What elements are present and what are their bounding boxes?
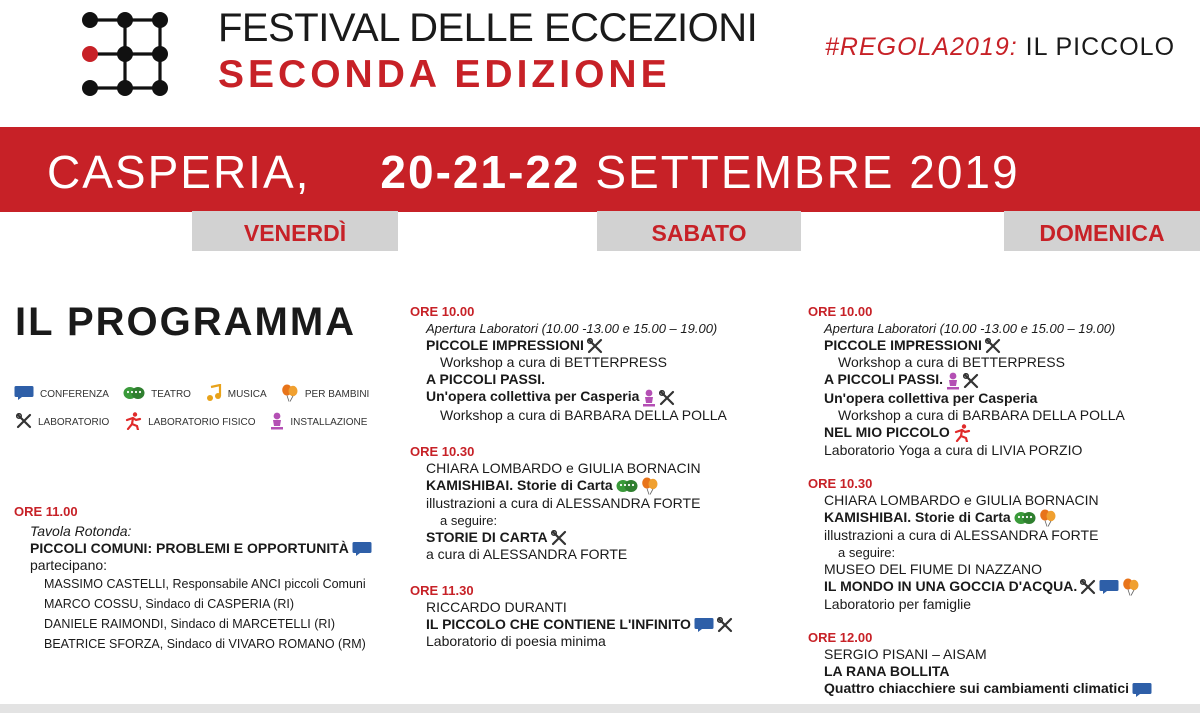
event-title: A PICCOLI PASSI.: [808, 371, 1152, 389]
day-header-friday: VENERDÌ: [192, 211, 398, 251]
balloons-icon: [641, 477, 659, 495]
event-title: PICCOLE IMPRESSIONI: [808, 337, 1152, 354]
speech-bubble-icon: [352, 541, 372, 557]
event-people: SERGIO PISANI – AISAM: [824, 646, 987, 663]
time-label: ORE 10.00: [808, 304, 873, 319]
tools-icon: [659, 390, 675, 406]
festival-logo: [80, 10, 170, 98]
event-title: PICCOLE IMPRESSIONI: [410, 337, 733, 354]
time-label: ORE 11.00: [14, 504, 78, 519]
event-title: A PICCOLI PASSI.: [426, 371, 546, 388]
balloons-icon: [281, 384, 299, 405]
event-description: Workshop a cura di BARBARA DELLA POLLA: [838, 406, 1125, 423]
tools-icon: [1080, 579, 1096, 595]
theatre-masks-icon: [616, 478, 638, 494]
event-description: Laboratorio di poesia minima: [426, 633, 606, 650]
time-label: ORE 10.30: [410, 443, 475, 459]
tools-icon: [16, 413, 32, 432]
month-year: SETTEMBRE 2019: [595, 146, 1020, 198]
dates: 20-21-22: [380, 146, 581, 198]
program-title: IL PROGRAMMA: [15, 300, 357, 344]
speech-bubble-icon: [1132, 682, 1152, 698]
time-label: ORE 10.30: [808, 475, 873, 491]
sunday-program: [808, 303, 1152, 698]
event-subtitle: Un'opera collettiva per Casperia: [410, 388, 733, 406]
event-description: illustrazioni a cura di ALESSANDRA FORTE: [824, 527, 1099, 544]
event-subtitle: Un'opera collettiva per Casperia: [824, 389, 1038, 406]
legend-label: INSTALLAZIONE: [290, 417, 368, 429]
friday-program: [14, 503, 372, 654]
day-header-sunday: DOMENICA: [1004, 211, 1200, 251]
legend-row-2: [16, 412, 367, 433]
tools-icon: [717, 617, 733, 633]
event-place: MUSEO DEL FIUME DI NAZZANO: [824, 561, 1043, 578]
tools-icon: [985, 338, 1001, 354]
legend-label: CONFERENZA: [40, 389, 109, 401]
event-subtitle: Quattro chiacchiere sui cambiamenti climatici: [808, 680, 1152, 697]
theatre-masks-icon: [123, 385, 145, 404]
hashtag-theme: IL PICCOLO: [1025, 33, 1176, 61]
saturday-program: [410, 303, 733, 650]
speech-bubble-icon: [1099, 579, 1119, 595]
event-description: Laboratorio Yoga a cura di LIVIA PORZIO: [824, 441, 1083, 458]
legend-label: LABORATORIO: [38, 417, 110, 429]
legend-label: PER BAMBINI: [304, 389, 370, 401]
opening-hours: Apertura Laboratori (10.00 -13.00 e 15.00 – 19.00): [824, 321, 1116, 336]
running-figure-icon: [124, 412, 142, 433]
speech-bubble-icon: [14, 385, 34, 404]
music-icon: [206, 384, 222, 405]
event-title: PICCOLI COMUNI: PROBLEMI E OPPORTUNITÀ: [14, 540, 372, 557]
installation-icon: [642, 389, 656, 407]
event-title: IL MONDO IN UNA GOCCIA D'ACQUA.: [808, 578, 1152, 596]
event-title: KAMISHIBAI. Storie di Carta: [410, 477, 733, 495]
opening-hours: Apertura Laboratori (10.00 -13.00 e 15.00 – 19.00): [426, 321, 718, 336]
theatre-masks-icon: [1014, 510, 1036, 526]
tools-icon: [551, 530, 567, 546]
hashtag-tag: #REGOLA2019:: [825, 33, 1018, 61]
installation-icon: [270, 412, 284, 433]
hashtag: [825, 33, 1175, 62]
event-description: Workshop a cura di BARBARA DELLA POLLA: [440, 406, 727, 423]
edition-title: SECONDA EDIZIONE: [218, 53, 671, 96]
balloons-icon: [1122, 578, 1140, 596]
legend-label: MUSICA: [227, 389, 267, 401]
tools-icon: [963, 373, 979, 389]
participant: MARCO COSSU, Sindaco di CASPERIA (RI): [44, 597, 295, 612]
event-people: CHIARA LOMBARDO e GIULIA BORNACIN: [824, 491, 1099, 508]
event-description: Laboratorio per famiglie: [824, 596, 972, 613]
event-description: illustrazioni a cura di ALESSANDRA FORTE: [426, 494, 701, 511]
speech-bubble-icon: [694, 617, 714, 633]
date-banner-text: [47, 145, 1020, 199]
event-people: RICCARDO DURANTI: [426, 599, 567, 616]
event-description: Workshop a cura di BETTERPRESS: [440, 354, 667, 371]
tools-icon: [587, 338, 603, 354]
event-title: LA RANA BOLLITA: [824, 663, 950, 680]
place: CASPERIA,: [47, 146, 311, 198]
balloons-icon: [1039, 509, 1057, 527]
event-description: a cura di ALESSANDRA FORTE: [426, 546, 628, 563]
event-people: CHIARA LOMBARDO e GIULIA BORNACIN: [426, 459, 701, 476]
event-description: Workshop a cura di BETTERPRESS: [838, 354, 1065, 371]
participant: MASSIMO CASTELLI, Responsabile ANCI piccoli Comuni: [44, 577, 366, 592]
participant: DANIELE RAIMONDI, Sindaco di MARCETELLI (RI): [44, 617, 336, 632]
running-figure-icon: [953, 424, 971, 442]
event-title: IL PICCOLO CHE CONTIENE L'INFINITO: [410, 616, 733, 633]
event-title: NEL MIO PICCOLO: [808, 424, 1152, 442]
festival-title: FESTIVAL DELLE ECCEZIONI: [218, 6, 758, 50]
event-title: STORIE DI CARTA: [410, 529, 733, 546]
installation-icon: [946, 372, 960, 390]
time-label: ORE 11.30: [410, 583, 474, 599]
legend-row-1: [14, 384, 369, 405]
legend-label: TEATRO: [151, 389, 191, 401]
time-label: ORE 10.00: [410, 304, 475, 319]
time-label: ORE 12.00: [808, 630, 873, 646]
participant: BEATRICE SFORZA, Sindaco di VIVARO ROMANO (RM): [44, 637, 366, 652]
event-title: KAMISHIBAI. Storie di Carta: [808, 509, 1152, 527]
bottom-bar: [0, 704, 1200, 713]
legend-label: LABORATORIO FISICO: [148, 417, 256, 429]
day-header-saturday: SABATO: [597, 211, 801, 251]
event-format: Tavola Rotonda:: [30, 523, 132, 539]
follow-up-label: a seguire:: [838, 545, 896, 561]
follow-up-label: a seguire:: [440, 512, 498, 528]
participants-label: partecipano:: [30, 557, 108, 574]
